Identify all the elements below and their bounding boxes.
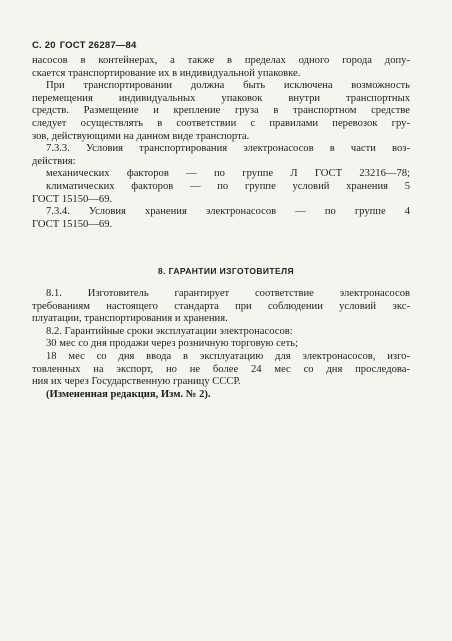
section-7-continuation: [32, 55, 410, 231]
text-line: насосов в контейнерах, а также в пределах одного города допу-: [32, 55, 410, 66]
standard-number: ГОСТ 26287—84: [59, 40, 137, 51]
amendment-note: (Измененная редакция, Изм. № 2).: [46, 388, 211, 400]
section-8-body: [32, 288, 410, 401]
page-number: С. 20: [32, 40, 56, 51]
text-line: 8.1. Изготовитель гарантирует соответствие электронасосов: [46, 288, 410, 299]
text-line: ГОСТ 15150—69.: [32, 193, 113, 205]
text-line: требованиям настоящего стандарта при соблюдении условий экс-: [32, 300, 410, 312]
text-line: скается транспортирование их в индивидуальной упаковке.: [32, 67, 301, 79]
text-line: 18 мес со дня ввода в эксплуатацию для электронасосов, изго-: [46, 350, 410, 362]
text-line: перемещения индивидуальных упаковок внутри транспортных: [32, 92, 410, 104]
text-line: следует осуществлять в соответствии с правилами перевозок гру-: [32, 117, 410, 129]
text-line: 7.3.3. Условия транспортирования электронасосов в части воз-: [46, 143, 410, 155]
text-line: 8.2. Гарантийные сроки эксплуатации электронасосов:: [46, 325, 293, 337]
text-line: действия:: [32, 155, 76, 167]
text-line: зов, действующими на данном виде транспорта.: [32, 130, 250, 142]
text-line: плуатации, транспортирования и хранения.: [32, 313, 228, 325]
text-line: 30 мес со дня продажи через розничную торговую сеть;: [46, 338, 299, 350]
text-line: средств. Размещение и крепление груза в транспортном средстве: [32, 105, 410, 117]
text-line: климатических факторов — по группе условий хранения 5: [46, 180, 410, 192]
text-line: При транспортировании должна быть исключена возможность: [46, 80, 410, 92]
page-header: [32, 40, 137, 51]
text-line: механических факторов — по группе Л ГОСТ 23216—78;: [46, 168, 410, 180]
section-heading: 8. ГАРАНТИИ ИЗГОТОВИТЕЛЯ: [158, 266, 294, 276]
text-line: товленных на экспорт, но не более 24 мес со дня проследова-: [32, 363, 410, 375]
text-line: 7.3.4. Условия хранения электронасосов — по группе 4: [46, 206, 410, 218]
text-line: ния их через Государственную границу СССР.: [32, 376, 241, 388]
text-line: ГОСТ 15150—69.: [32, 218, 113, 230]
